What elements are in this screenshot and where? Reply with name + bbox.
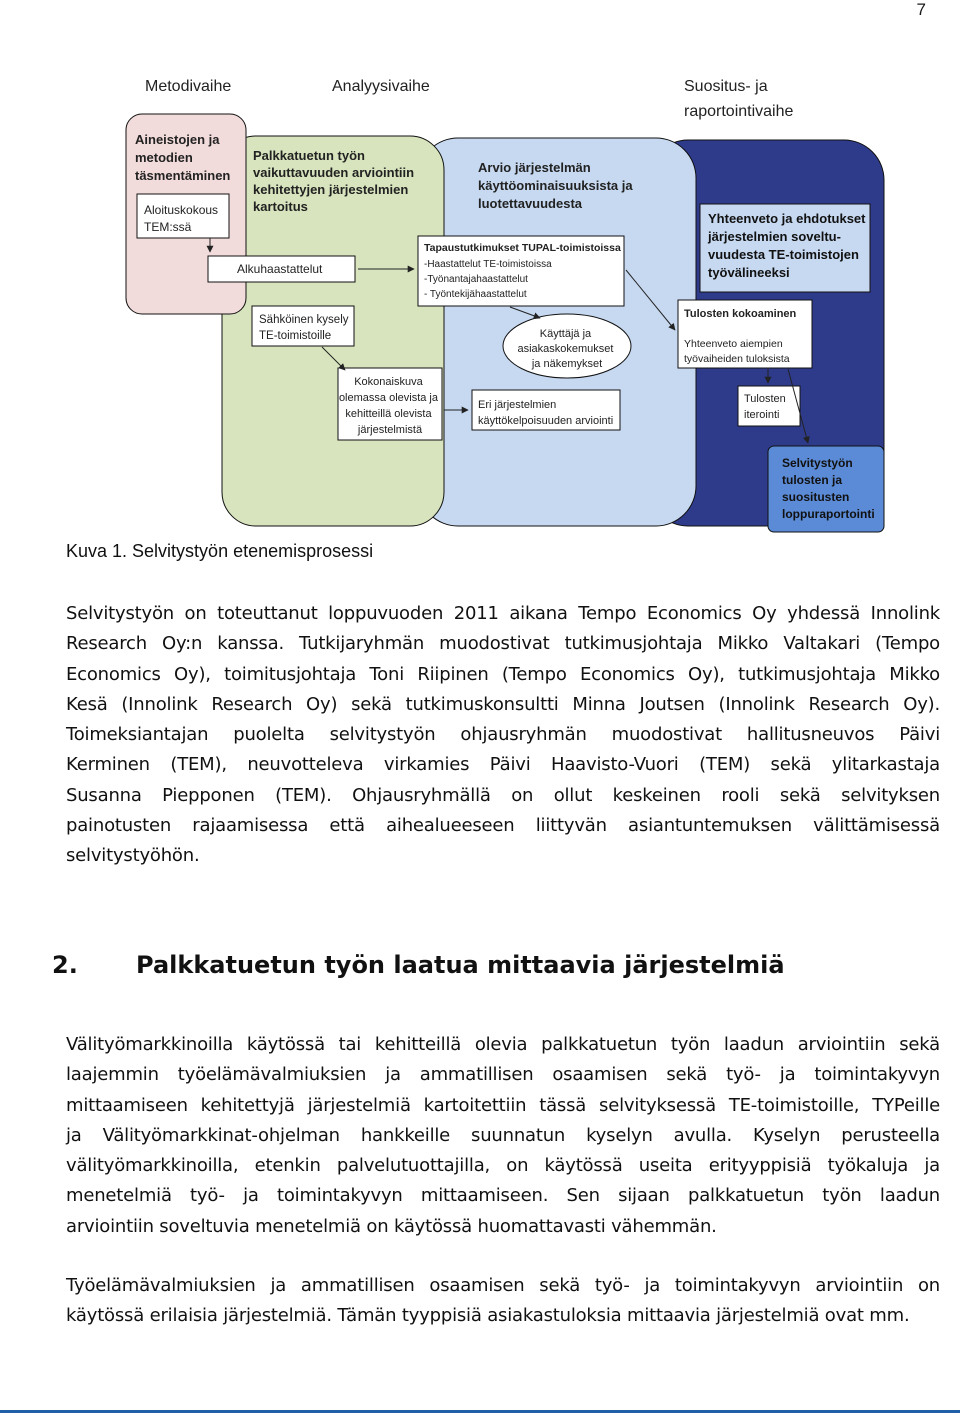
user-experience-text: Käyttäjä ja asiakaskokemukset ja näkemykset	[517, 328, 614, 370]
summary-title: Yhteenveto ja ehdotukset järjestelmien soveltu- vuudesta TE-toimistojen työvälineeksi	[708, 211, 866, 280]
section-heading	[52, 951, 785, 979]
compile-body: Yhteenveto aiempien työvaiheiden tuloksista	[684, 338, 790, 365]
paragraph-line: menetelmiä työ- ja toimintakyvyn mittaamiseen. Sen sijaan palkkatuetun työn laadun	[66, 1185, 940, 1207]
mapping-title: Palkkatuetun työn vaikuttavuuden arviointiin kehitettyjen järjestelmien kartoitus	[253, 148, 415, 214]
footer-rule	[0, 1410, 960, 1413]
paragraph-line: Työelämävalmiuksien ja ammatillisen osaamisen sekä työ- ja toimintakyvyn arviointiin on	[66, 1275, 940, 1296]
process-diagram	[0, 0, 960, 540]
section-number: 2.	[52, 951, 78, 979]
paragraph-line: Susanna Piepponen (TEM). Ohjausryhmällä on ollut keskeinen rooli sekä selvityksen	[66, 784, 940, 806]
phase-recommendation-label-1: Suositus- ja	[684, 78, 768, 95]
page-number: 7	[916, 0, 926, 19]
paragraph-line: Economics Oy), toimitusjohtaja Toni Riipinen (Tempo Economics Oy), tutkimusjohtaja Mikko	[66, 663, 940, 685]
paragraph-1	[66, 599, 940, 872]
paragraph-line: laajemmin työelämävalmiuksien ja ammatillisen osaamisen sekä työ- ja toimintakyvyn	[66, 1064, 940, 1086]
phase-method-label: Metodivaihe	[145, 78, 232, 95]
paragraph-line: Välityömarkkinoilla käytössä tai kehitteillä olevia palkkatuetun työn laadun arviointiin sekä	[66, 1034, 940, 1055]
paragraph-line: ja Välityömarkkinat-ohjelman hankkeille suunnatun kyselyn avulla. Kyselyn perusteella	[66, 1124, 940, 1146]
methods-title: Aineistojen ja metodien täsmentäminen	[135, 132, 231, 183]
evaluation-title: Arvio järjestelmän käyttöominaisuuksista ja luotettavuudesta	[478, 160, 633, 211]
paragraph-line: Selvitystyön on toteuttanut loppuvuoden 2011 aikana Tempo Economics Oy yhdessä Innolink	[66, 603, 940, 624]
paragraph-2	[66, 1030, 940, 1242]
paragraph-line: välityömarkkinoilla, etenkin palvelutuottajilla, on käytössä useita erityyppisiä työkaluja ja	[66, 1155, 940, 1177]
paragraph-line: mittaamiseen kehitettyjä järjestelmiä kartoitettiin tässä selvityksessä TE-toimistoille, TYPeille	[66, 1094, 940, 1116]
paragraph-line: Toimeksiantajan puolelta selvitystyön ohjausryhmän muodostivat hallitusneuvos Päivi	[66, 724, 940, 746]
iteration-text: Tulosten iterointi	[744, 393, 786, 421]
phase-recommendation-label-2: raportointivaihe	[684, 103, 794, 120]
pre-interviews-text: Alkuhaastattelut	[237, 262, 323, 276]
overview-text: Kokonaiskuva olemassa olevista ja kehitteillä olevista järjestelmistä	[338, 376, 438, 436]
paragraph-line-last: selvitystyöhön.	[66, 845, 200, 867]
paragraph-line: Research Oy:n kanssa. Tutkijaryhmän muodostivat tutkimusjohtaja Mikko Valtakari (Tempo	[66, 633, 940, 655]
phase-analysis-label: Analyysivaihe	[332, 78, 430, 95]
kickoff-text: Aloituskokous TEM:ssä	[144, 203, 219, 234]
paragraph-line: painotusten rajaamisessa että aihealueeseen liittyvän asiantuntemuksen välittämisessä	[66, 815, 940, 837]
paragraph-line-last: käytössä erilaisia järjestelmiä. Tämän tyyppisiä asiakastuloksia mittaavia järjestelmiä ovat mm.	[66, 1305, 910, 1327]
compile-title: Tulosten kokoaminen	[684, 308, 797, 320]
case-studies-items: -Haastattelut TE-toimistoissa -Työnantajahaastattelut - Työntekijähaastattelut	[424, 259, 552, 300]
case-studies-heading: Tapaustutkimukset TUPAL-toimistoissa	[424, 242, 621, 254]
paragraph-line: Kerminen (TEM), neuvotteleva virkamies Päivi Haavisto-Vuori (TEM) sekä ylitarkastaja	[66, 754, 940, 776]
section-title: Palkkatuetun työn laatua mittaavia järjestelmiä	[136, 951, 785, 979]
paragraph-line-last: arviointiin soveltuvia menetelmiä on käytössä huomattavasti vähemmän.	[66, 1215, 717, 1237]
paragraph-line: Kesä (Innolink Research Oy) sekä tutkimuskonsultti Minna Joutsen (Innolink Research Oy).	[66, 693, 940, 715]
figure-caption: Kuva 1. Selvitystyön etenemisprosessi	[66, 541, 374, 561]
survey-text: Sähköinen kysely TE-toimistoille	[259, 314, 349, 342]
paragraph-3	[66, 1271, 940, 1332]
final-report-text: Selvitystyön tulosten ja suositusten loppuraportointi	[782, 456, 875, 521]
usability-text: Eri järjestelmien käyttökelpoisuuden arviointi	[478, 399, 614, 427]
